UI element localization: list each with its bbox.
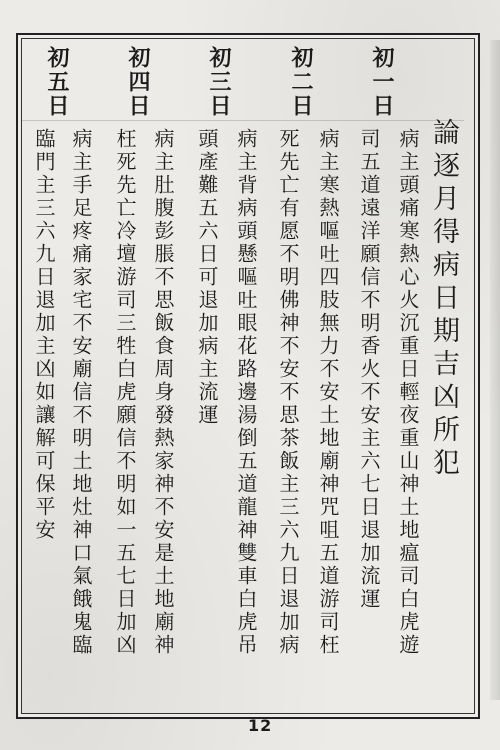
entry-2-line-2: 死先亡有愿不明佛神不安不思茶飯主三六九日退加病 [276, 128, 300, 657]
entry-1-line-1: 病主頭痛寒熱心火沉重日輕夜重山神土地瘟司白虎遊 [396, 128, 420, 657]
day-label-1: 初一日 [369, 46, 395, 118]
page-number: 12 [248, 716, 273, 735]
entry-3-line-1: 病主背病頭懸嘔吐眼花路邊湯倒五道龍神雙車白虎吊 [234, 128, 258, 657]
entry-3-line-2: 頭產難五六日可退加病主流運 [195, 128, 219, 427]
entry-5-line-1: 病主手足疼痛家宅不安廟信不明土地灶神口氣餓鬼臨 [69, 128, 93, 657]
day-label-5: 初五日 [44, 46, 70, 118]
day-label-3: 初三日 [206, 46, 232, 118]
entry-5-line-2: 臨門主三六九日退加主凶如讓解可保平安 [32, 128, 56, 542]
page-title: 論逐月得病日期吉凶所犯 [428, 118, 459, 481]
entry-4-line-2: 枉死先亡冷壇游司三牲白虎願信不明如一五七日加凶 [113, 128, 137, 657]
header-divider [22, 120, 464, 121]
day-label-4: 初四日 [125, 46, 151, 118]
entry-2-line-1: 病主寒熱嘔吐四肢無力不安土地廟神咒咀五道游司枉 [316, 128, 340, 657]
entry-4-line-1: 病主肚腹彭脹不思飯食周身發熱家神不安是土地廟神 [151, 128, 175, 657]
day-label-2: 初二日 [288, 46, 314, 118]
entry-1-line-2: 司五道遠洋願信不明香火不安主六七日退加流運 [357, 128, 381, 611]
page-edge-shadow [490, 40, 500, 700]
